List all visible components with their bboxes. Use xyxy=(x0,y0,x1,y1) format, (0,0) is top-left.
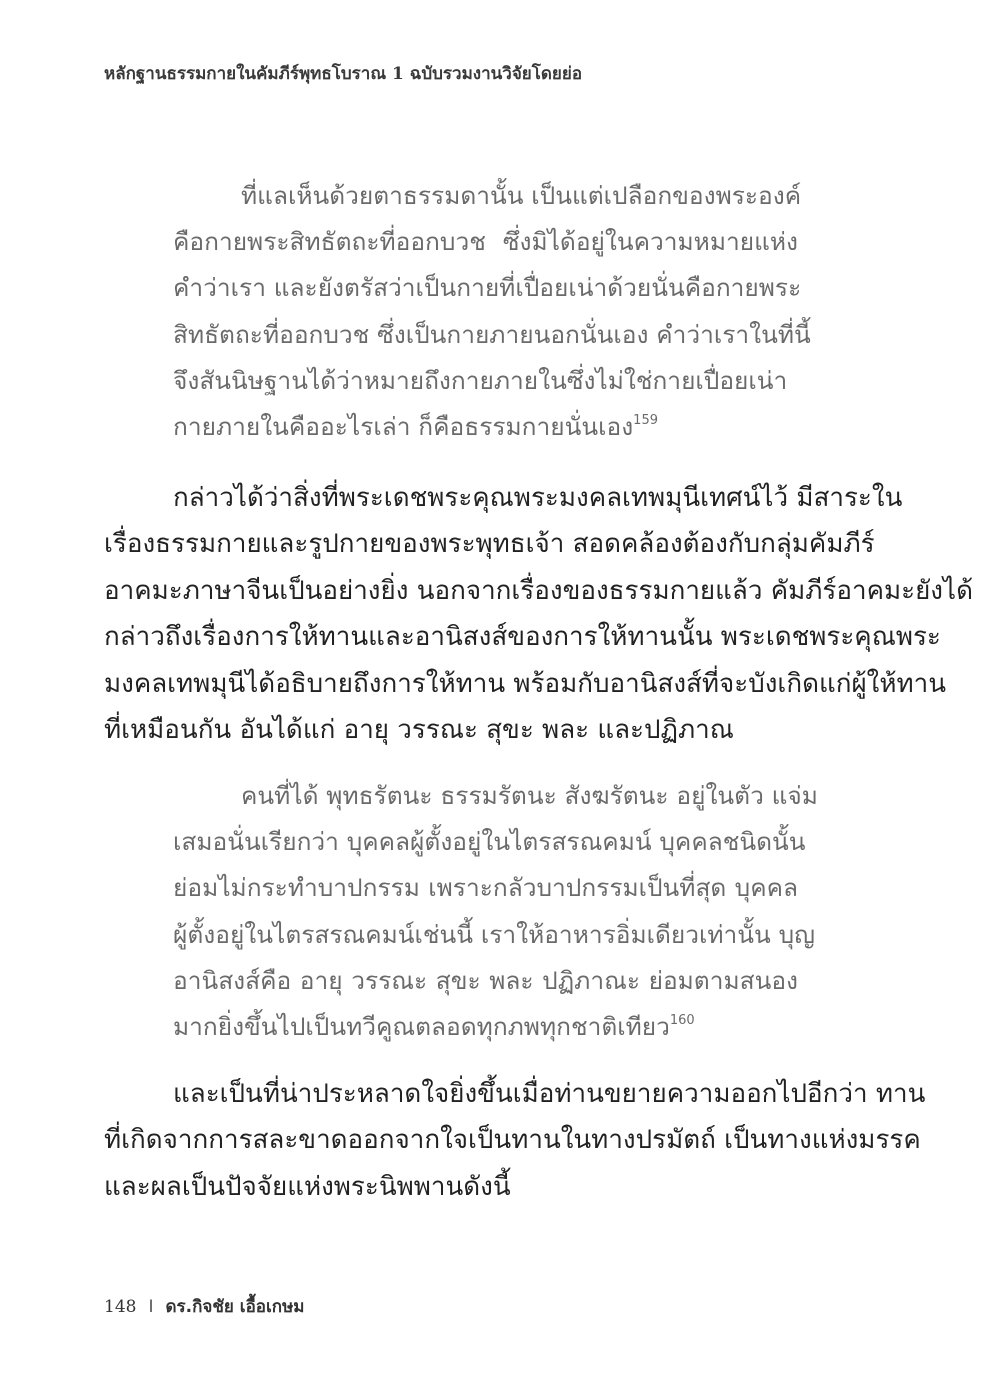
quote-line xyxy=(173,1004,798,1050)
paragraph-line: กล่าวได้ว่าสิ่งที่พระเดชพระคุณพระมงคลเทพมุนีเทศน์ไว้ มีสาระใน xyxy=(173,483,903,513)
footer-separator: I xyxy=(148,1297,154,1317)
block-quote-2 xyxy=(173,773,818,1050)
quote-line: คนที่ได้ พุทธรัตนะ ธรรมรัตนะ สังฆรัตนะ อยู่ในตัว แจ่ม xyxy=(241,781,818,810)
paragraph-2 xyxy=(104,1071,926,1210)
paragraph-line: ที่เหมือนกัน อันได้แก่ อายุ วรรณะ สุขะ พละ และปฏิภาณ xyxy=(104,715,734,746)
quote-line: ที่แลเห็นด้วยตาธรรมดานั้น เป็นแต่เปลือกของพระองค์ xyxy=(241,181,802,210)
quote-line: ย่อมไม่กระทำบาปกรรม เพราะกลัวบาปกรรมเป็นที่สุด บุคคล xyxy=(173,873,798,903)
paragraph-line: และผลเป็นปัจจัยแห่งพระนิพพานดังนี้ xyxy=(104,1171,511,1202)
quote-line: เสมอนั่นเรียกว่า บุคคลผู้ตั้งอยู่ในไตรสรณคมน์ บุคคลชนิดนั้น xyxy=(173,827,806,857)
paragraph-line: กล่าวถึงเรื่องการให้ทานและอานิสงส์ของการให้ทานนั้น พระเดชพระคุณพระ xyxy=(104,622,941,653)
author-name: ดร.กิจชัย เอื้อเกษม xyxy=(165,1297,305,1317)
quote-line: ผู้ตั้งอยู่ในไตรสรณคมน์เช่นนี้ เราให้อาหารอิ่มเดียวเท่านั้น บุญ xyxy=(173,919,816,949)
footnote-marker: 160 xyxy=(669,1013,695,1029)
paragraph-line: ที่เกิดจากการสละขาดออกจากใจเป็นทานในทางปรมัตถ์ เป็นทางแห่งมรรค xyxy=(104,1125,921,1156)
quote-line: คือกายพระสิทธัตถะที่ออกบวช ซึ่งมิได้อยู่ในความหมายแห่ง xyxy=(173,227,798,257)
running-header: หลักฐานธรรมกายในคัมภีร์พุทธโบราณ 1 ฉบับรวมงานวิจัยโดยย่อ xyxy=(104,64,583,84)
paragraph-line: อาคมะภาษาจีนเป็นอย่างยิ่ง นอกจากเรื่องของธรรมกายแล้ว คัมภีร์อาคมะยังได้ xyxy=(104,575,973,606)
quote-line-text: มากยิ่งขึ้นไปเป็นทวีคูณตลอดทุกภพทุกชาติเทียว xyxy=(173,1012,670,1042)
quote-line: สิทธัตถะที่ออกบวช ซึ่งเป็นกายภายนอกนั่นเอง คำว่าเราในที่นี้ xyxy=(173,319,811,349)
quote-line-text: กายภายในคืออะไรเล่า ก็คือธรรมกายนั่นเอง xyxy=(173,412,634,442)
paragraph-1 xyxy=(104,475,973,753)
quote-line xyxy=(173,404,798,450)
page-footer xyxy=(104,1293,305,1320)
paragraph-line: และเป็นที่น่าประหลาดใจยิ่งขึ้นเมื่อท่านขยายความออกไปอีกว่า ทาน xyxy=(173,1079,926,1109)
quote-line: จึงสันนิษฐานได้ว่าหมายถึงกายภายในซึ่งไม่ใช่กายเปื่อยเน่า xyxy=(173,365,788,395)
paragraph-line: เรื่องธรรมกายและรูปกายของพระพุทธเจ้า สอดคล้องต้องกับกลุ่มคัมภีร์ xyxy=(104,529,875,560)
paragraph-line: มงคลเทพมุนีได้อธิบายถึงการให้ทาน พร้อมกับอานิสงส์ที่จะบังเกิดแก่ผู้ให้ทาน xyxy=(104,668,947,699)
page-number: 148 xyxy=(104,1297,137,1317)
block-quote-1 xyxy=(173,173,811,450)
quote-line: คำว่าเรา และยังตรัสว่าเป็นกายที่เปื่อยเน่าด้วยนั่นคือกายพระ xyxy=(173,273,802,303)
footnote-marker: 159 xyxy=(633,413,658,429)
quote-line: อานิสงส์คือ อายุ วรรณะ สุขะ พละ ปฏิภาณะ ย่อมตามสนอง xyxy=(173,965,798,995)
